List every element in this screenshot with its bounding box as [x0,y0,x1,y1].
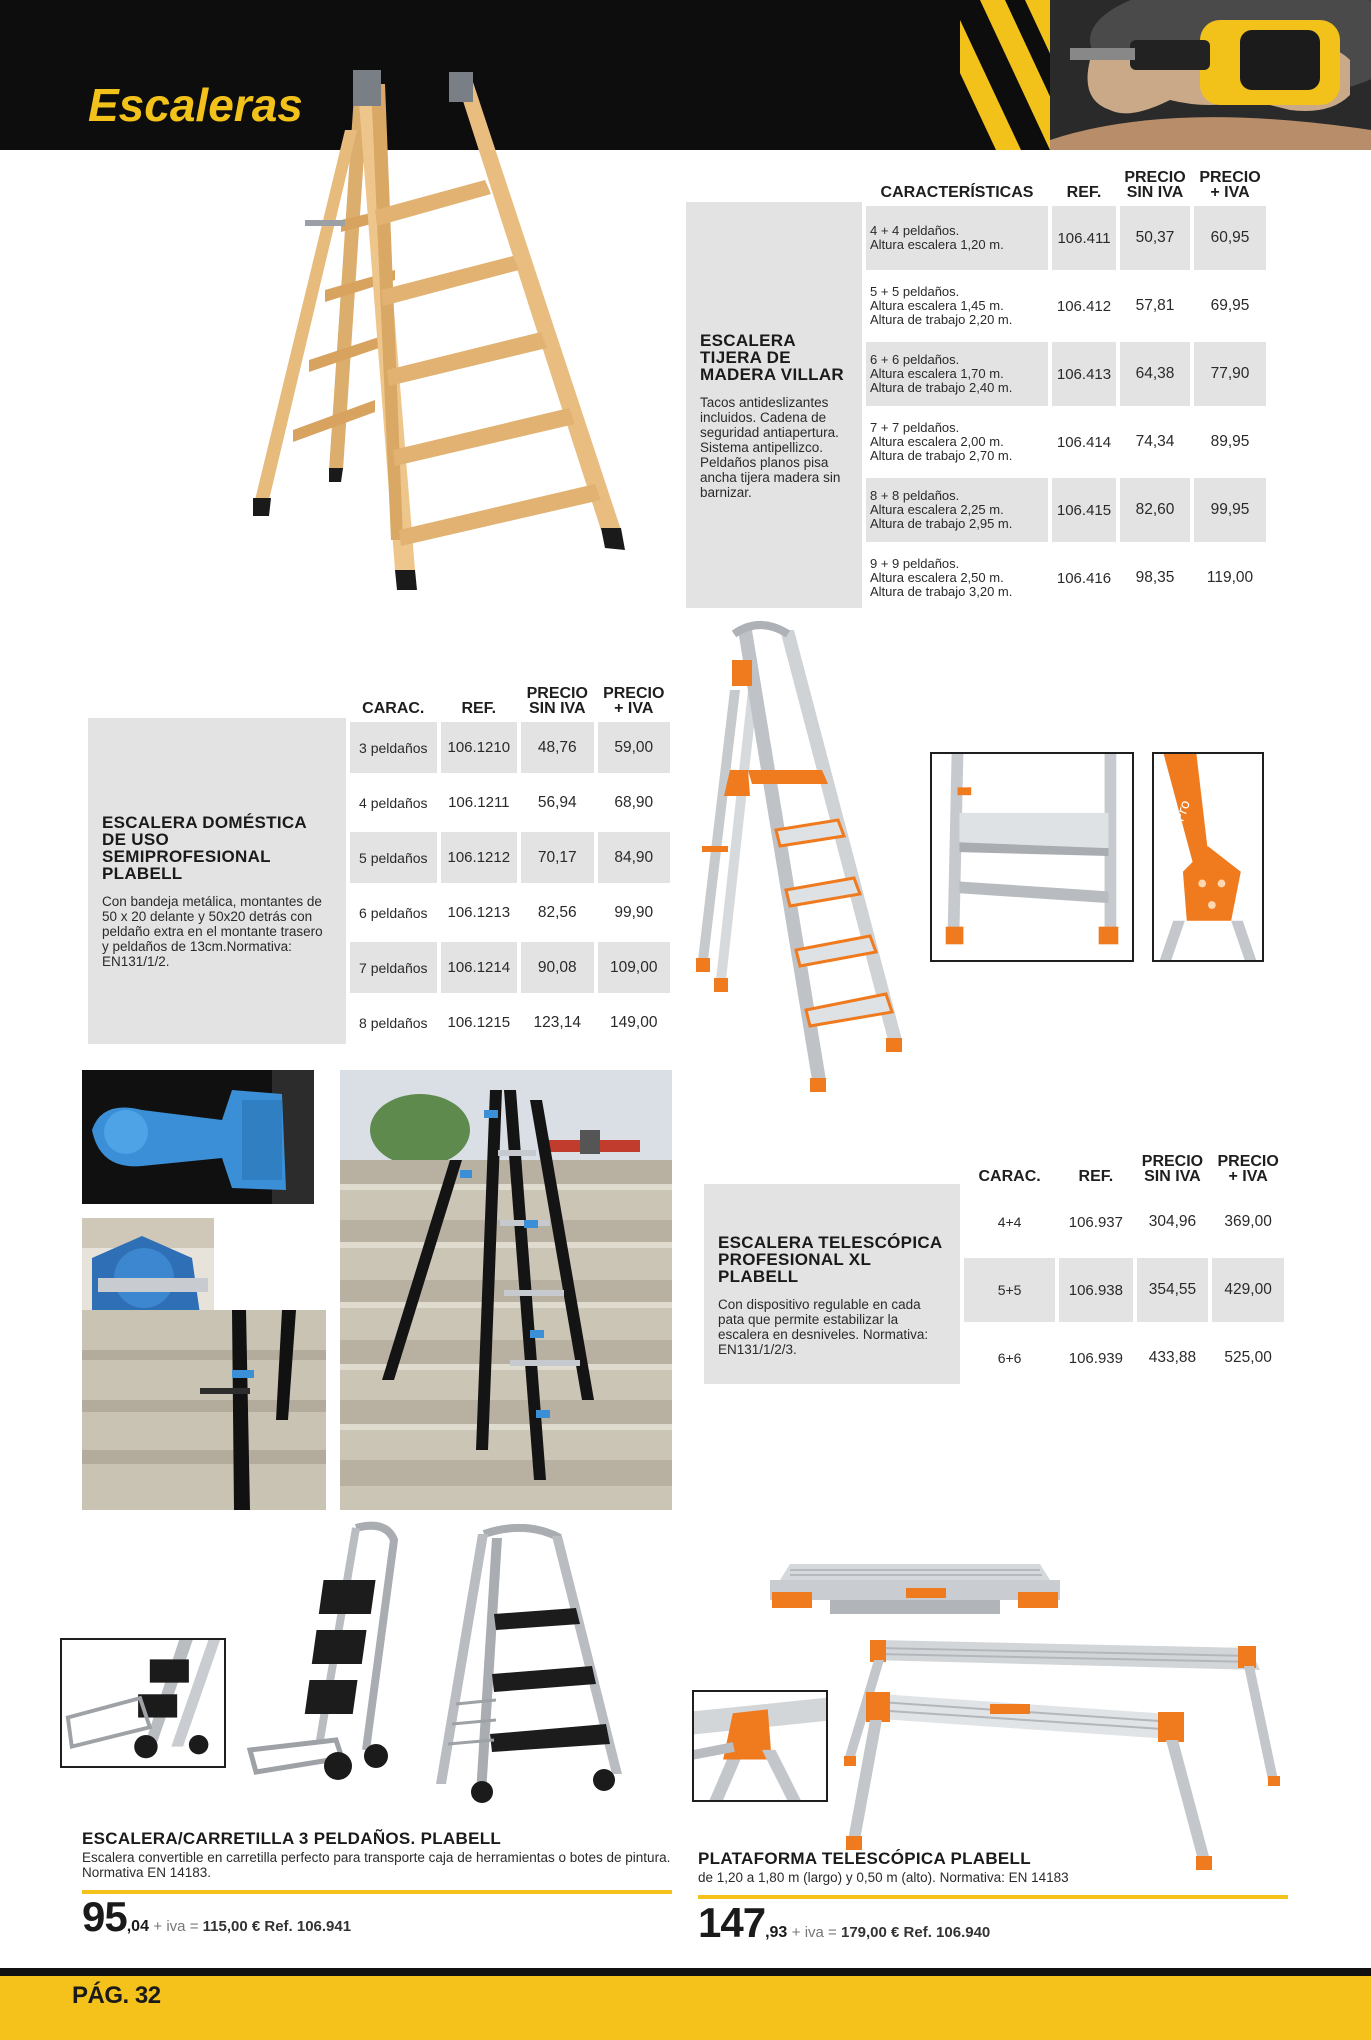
domestica-price-table [346,672,674,1052]
row-ref: 106.939 [1068,1349,1123,1367]
wooden-ladder-photo [245,70,635,640]
row-price-iva: 525,00 [1224,1349,1272,1366]
tijera-spec-box [686,202,862,608]
plataforma-title: PLATAFORMA TELESCÓPICA PLABELL [698,1849,1031,1868]
row-ref: 106.1211 [448,794,510,811]
row-price-iva: 99,90 [614,903,654,921]
row-price-iva: 429,00 [1212,1258,1284,1322]
row-line: Altura de trabajo 2,20 m. [870,312,1013,327]
row-ref: 106.1214 [441,942,517,993]
col-header-precio-sin-iva: PRECIO SIN IVA [1124,169,1186,201]
row-price-sin-iva: 98,35 [1135,569,1175,586]
carretilla-price [82,1893,351,1941]
row-ref: 106.411 [1052,206,1116,270]
row-carac: 6+6 [997,1350,1022,1366]
telescopic-ladder-stairs-photo [340,1070,672,1510]
row-ref: 106.1210 [441,722,517,773]
col-header-precio-iva: PRECIO + IVA [603,685,665,717]
row-price-iva: 68,90 [614,793,654,811]
row-ref: 106.416 [1056,569,1112,587]
row-line: Altura de trabajo 2,40 m. [870,380,1013,395]
telescopic-clip-detail-photo [82,1070,314,1204]
row-price-iva: 84,90 [598,832,671,883]
telescopica-title: ESCALERA TELESCÓPICA PROFESIONAL XL PLABELL [718,1233,942,1286]
carretilla-description: Escalera convertible en carretilla perfecto para transporte caja de herramientas o botes de pintura. Normativa EN 14183. [82,1850,671,1880]
row-carac: 5+5 [964,1258,1055,1322]
price-with-iva: 115,00 € [202,1918,261,1935]
page-footer [0,1976,1371,2040]
page-header [0,0,1371,150]
row-price-iva: 69,95 [1210,297,1250,314]
table-row [964,1190,1284,1254]
col-header-ref: REF. [1078,1168,1114,1185]
drill-photo [1050,0,1371,150]
table-row [350,942,670,993]
row-price-iva: 149,00 [610,1013,658,1031]
row-price-iva: 99,95 [1194,478,1266,542]
row-price-sin-iva: 433,88 [1148,1349,1197,1366]
carretilla-trolley-mode-inset [60,1638,226,1768]
col-header-precio-iva: PRECIO + IVA [1217,1153,1279,1185]
row-ref: 106.1212 [441,832,517,883]
row-line: Altura de trabajo 2,70 m. [870,448,1013,463]
table-row [964,1258,1284,1322]
row-line: 5 + 5 peldaños. [870,284,960,299]
row-carac: 8 peldaños [359,1014,428,1031]
row-price-sin-iva: 50,37 [1120,206,1190,270]
hinge-detail-inset [1152,752,1264,962]
row-ref: 106.415 [1052,478,1116,542]
platform-photo [840,1630,1280,1870]
carretilla-trolley-photo [246,1520,406,1800]
table-row [866,478,1266,542]
domestica-description: Con bandeja metálica, montantes de 50 x 20 delante y 50x20 detrás con peldaño extra en el montante trasero y peldaños de 13cm.Normativa: EN131/1/2. [102,894,323,969]
row-line: Altura de trabajo 3,20 m. [870,584,1013,599]
aluminium-step-ladder-photo [690,620,920,1095]
domestica-title: ESCALERA DOMÉSTICA DE USO SEMIPROFESIONAL PLABELL [102,813,307,883]
table-row [350,997,670,1048]
step-detail-inset [930,752,1134,962]
row-carac: 3 peldaños [350,722,437,773]
row-line: 8 + 8 peldaños. [870,488,960,503]
row-line: Altura escalera 2,25 m. [870,502,1004,517]
row-ref: 106.412 [1056,297,1112,315]
row-price-sin-iva: 64,38 [1120,342,1190,406]
row-price-iva: 89,95 [1210,433,1250,450]
row-line: 7 + 7 peldaños. [870,420,960,435]
table-row [866,342,1266,406]
row-line: Altura escalera 2,50 m. [870,570,1004,585]
table-row [866,206,1266,270]
row-price-sin-iva: 304,96 [1148,1213,1197,1230]
product-ref: Ref. 106.941 [264,1918,352,1935]
tijera-description: Tacos antideslizantes incluidos. Cadena de seguridad antiapertura. Sistema antipellizco. Peldaños planos pisa ancha tijera madera sin barnizar. [700,395,841,500]
col-header-carac: CARAC. [362,700,425,717]
svg-text:Pro: Pro [1171,798,1194,825]
row-line: Altura escalera 2,00 m. [870,434,1004,449]
row-carac: 7 peldaños [350,942,437,993]
col-header-ref: REF. [1066,184,1102,201]
domestica-spec-box [88,718,346,1044]
price-with-iva: 179,00 € [840,1924,900,1941]
telescopica-price-table [960,1140,1288,1394]
col-header-precio-iva: PRECIO + IVA [1199,169,1261,201]
platform-folded-photo [770,1560,1060,1630]
row-price-sin-iva: 74,34 [1135,433,1175,450]
table-row [350,722,670,773]
tijera-price-table [862,156,1270,614]
row-carac: 4 peldaños [359,794,428,811]
platform-corner-inset [692,1690,828,1802]
col-header-precio-sin-iva: PRECIO SIN IVA [1141,1153,1204,1185]
row-line: Altura de trabajo 2,95 m. [870,516,1013,531]
plataforma-info [698,1850,1288,1885]
row-price-sin-iva: 354,55 [1137,1258,1209,1322]
tijera-title: ESCALERA TIJERA DE MADERA VILLAR [700,331,844,384]
row-line: Altura escalera 1,70 m. [870,366,1004,381]
table-row [866,410,1266,474]
iva-label: + iva = [153,1918,199,1935]
row-line: Altura escalera 1,45 m. [870,298,1004,313]
row-price-iva: 119,00 [1206,569,1254,586]
row-price-sin-iva: 123,14 [533,1013,581,1031]
price-decimals: ,93 [765,1924,788,1941]
row-ref: 106.413 [1052,342,1116,406]
price-integer: 147 [698,1899,766,1946]
footer-rule [0,1968,1371,1976]
row-ref: 106.414 [1056,433,1112,451]
row-carac: 5 peldaños [350,832,437,883]
row-price-sin-iva: 82,56 [537,903,577,921]
row-line: Altura escalera 1,20 m. [870,237,1004,252]
row-ref: 106.938 [1059,1258,1132,1322]
row-price-sin-iva: 90,08 [521,942,593,993]
table-row [866,546,1266,610]
carretilla-ladder-photo [436,1524,626,1804]
table-row [866,274,1266,338]
carretilla-title: ESCALERA/CARRETILLA 3 PELDAÑOS. PLABELL [82,1829,502,1848]
telescopic-leg-detail-photo [82,1310,326,1510]
plataforma-price [698,1899,990,1947]
row-price-sin-iva: 56,94 [537,793,577,811]
col-header-carac: CARAC. [978,1168,1041,1185]
row-price-iva: 369,00 [1224,1213,1272,1230]
col-header-ref: REF. [461,700,497,717]
table-row [350,832,670,883]
col-header-precio-sin-iva: PRECIO SIN IVA [526,685,588,717]
row-carac: 4+4 [997,1214,1022,1230]
page-number: PÁG. 32 [72,1982,161,2009]
carretilla-info [82,1830,672,1880]
page-title: Escaleras [88,79,303,131]
row-ref: 106.1213 [447,904,511,921]
price-integer: 95 [82,1893,127,1940]
row-price-iva: 77,90 [1194,342,1266,406]
iva-label: + iva = [791,1924,837,1941]
row-price-sin-iva: 70,17 [521,832,593,883]
table-row [964,1326,1284,1390]
row-price-sin-iva: 48,76 [521,722,593,773]
row-price-sin-iva: 57,81 [1135,297,1175,314]
row-price-iva: 59,00 [598,722,671,773]
row-ref: 106.937 [1068,1213,1123,1231]
product-ref: Ref. 106.940 [903,1924,991,1941]
table-row [350,887,670,938]
row-line: 9 + 9 peldaños. [870,556,960,571]
row-price-sin-iva: 82,60 [1120,478,1190,542]
row-ref: 106.1215 [447,1014,511,1031]
row-line: 6 + 6 peldaños. [870,352,960,367]
plataforma-description: de 1,20 a 1,80 m (largo) y 0,50 m (alto). Normativa: EN 14183 [698,1870,1069,1885]
row-price-iva: 60,95 [1194,206,1266,270]
row-carac: 6 peldaños [359,904,428,921]
col-header-caracteristicas: CARACTERÍSTICAS [880,184,1034,201]
table-row [350,777,670,828]
telescopica-description: Con dispositivo regulable en cada pata que permite estabilizar la escalera en desniveles. Normativa: EN131/1/2/3. [718,1297,929,1357]
row-line: 4 + 4 peldaños. [870,223,960,238]
price-decimals: ,04 [126,1918,149,1935]
telescopica-spec-box [704,1184,960,1384]
row-price-iva: 109,00 [598,942,671,993]
